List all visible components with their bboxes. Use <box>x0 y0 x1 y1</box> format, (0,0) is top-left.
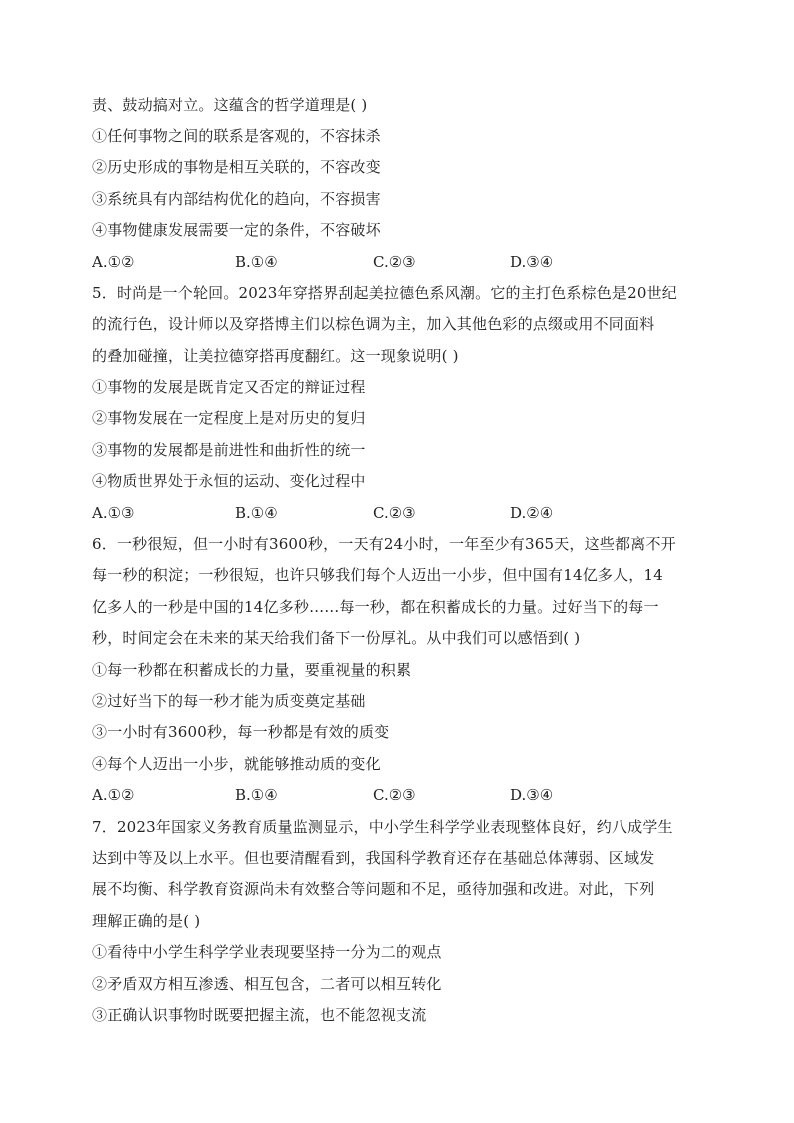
q5-stem-line-3: 的叠加碰撞，让美拉德穿搭再度翻红。这一现象说明( ) <box>92 347 459 365</box>
q6-item-1: ①每一秒都在积蓄成长的力量，要重视量的积累 <box>92 661 412 679</box>
q4-item-1: ①任何事物之间的联系是客观的，不容抹杀 <box>92 127 381 145</box>
q6-item-3: ③一小时有3600秒，每一秒都是有效的质变 <box>92 723 390 741</box>
q4-option-d[interactable]: D.③④ <box>510 253 554 271</box>
q4-item-3: ③系统具有内部结构优化的趋向，不容损害 <box>92 190 381 208</box>
q7-stem-line-3: 展不均衡、科学教育资源尚未有效整合等问题和不足，亟待加强和改进。对此，下列 <box>92 880 655 898</box>
q6-stem-line-4: 秒，时间定会在未来的某天给我们备下一份厚礼。从中我们可以感悟到( ) <box>92 629 581 647</box>
q4-options <box>92 252 692 272</box>
q4-option-a[interactable]: A.①② <box>92 253 135 271</box>
q4-item-2: ②历史形成的事物是相互关联的，不容改变 <box>92 158 381 176</box>
q6-stem-line-1: 6．一秒很短，但一小时有3600秒，一天有24小时，一年至少有365天，这些都离不开 <box>92 535 676 553</box>
q5-stem-line-1: 5．时尚是一个轮回。2023年穿搭界刮起美拉德色系风潮。它的主打色系棕色是20世纪 <box>92 284 678 302</box>
q5-option-b[interactable]: B.①④ <box>235 504 278 522</box>
q4-stem-tail: 责、鼓动搞对立。这蕴含的哲学道理是( ) <box>92 96 368 114</box>
q6-stem-line-3: 亿多人的一秒是中国的14亿多秒……每一秒，都在积蓄成长的力量。过好当下的每一 <box>92 598 659 616</box>
q5-stem-line-2: 的流行色，设计师以及穿搭博主们以棕色调为主，加入其他色彩的点缀或用不同面料 <box>92 315 655 333</box>
q7-stem-line-2: 达到中等及以上水平。但也要清醒看到，我国科学教育还存在基础总体薄弱、区域发 <box>92 849 655 867</box>
q7-stem-line-1: 7．2023年国家义务教育质量监测显示，中小学生科学学业表现整体良好，约八成学生 <box>92 818 673 836</box>
q6-option-b[interactable]: B.①④ <box>235 786 278 804</box>
q6-option-d[interactable]: D.③④ <box>510 786 554 804</box>
q7-stem-line-4: 理解正确的是( ) <box>92 912 201 930</box>
q5-option-a[interactable]: A.①③ <box>92 504 135 522</box>
q5-item-4: ④物质世界处于永恒的运动、变化过程中 <box>92 472 366 490</box>
q7-item-2: ②矛盾双方相互渗透、相互包含，二者可以相互转化 <box>92 975 442 993</box>
q5-option-c[interactable]: C.②③ <box>373 504 416 522</box>
q4-option-c[interactable]: C.②③ <box>373 253 416 271</box>
q6-stem-line-2: 每一秒的积淀；一秒很短，也许只够我们每个人迈出一小步，但中国有14亿多人，14 <box>92 566 663 584</box>
q6-option-a[interactable]: A.①② <box>92 786 135 804</box>
q7-item-3: ③正确认识事物时既要把握主流，也不能忽视支流 <box>92 1006 427 1024</box>
q5-option-d[interactable]: D.②④ <box>510 504 554 522</box>
q7-item-1: ①看待中小学生科学学业表现要坚持一分为二的观点 <box>92 943 442 961</box>
q4-option-b[interactable]: B.①④ <box>235 253 278 271</box>
q5-item-3: ③事物的发展都是前进性和曲折性的统一 <box>92 441 366 459</box>
q6-item-2: ②过好当下的每一秒才能为质变奠定基础 <box>92 692 366 710</box>
q4-item-4: ④事物健康发展需要一定的条件，不容破坏 <box>92 221 381 239</box>
q5-item-1: ①事物的发展是既肯定又否定的辩证过程 <box>92 378 366 396</box>
q6-option-c[interactable]: C.②③ <box>373 786 416 804</box>
q5-options <box>92 503 692 523</box>
q5-item-2: ②事物发展在一定程度上是对历史的复归 <box>92 409 366 427</box>
q6-options <box>92 785 692 805</box>
q6-item-4: ④每个人迈出一小步，就能够推动质的变化 <box>92 755 381 773</box>
